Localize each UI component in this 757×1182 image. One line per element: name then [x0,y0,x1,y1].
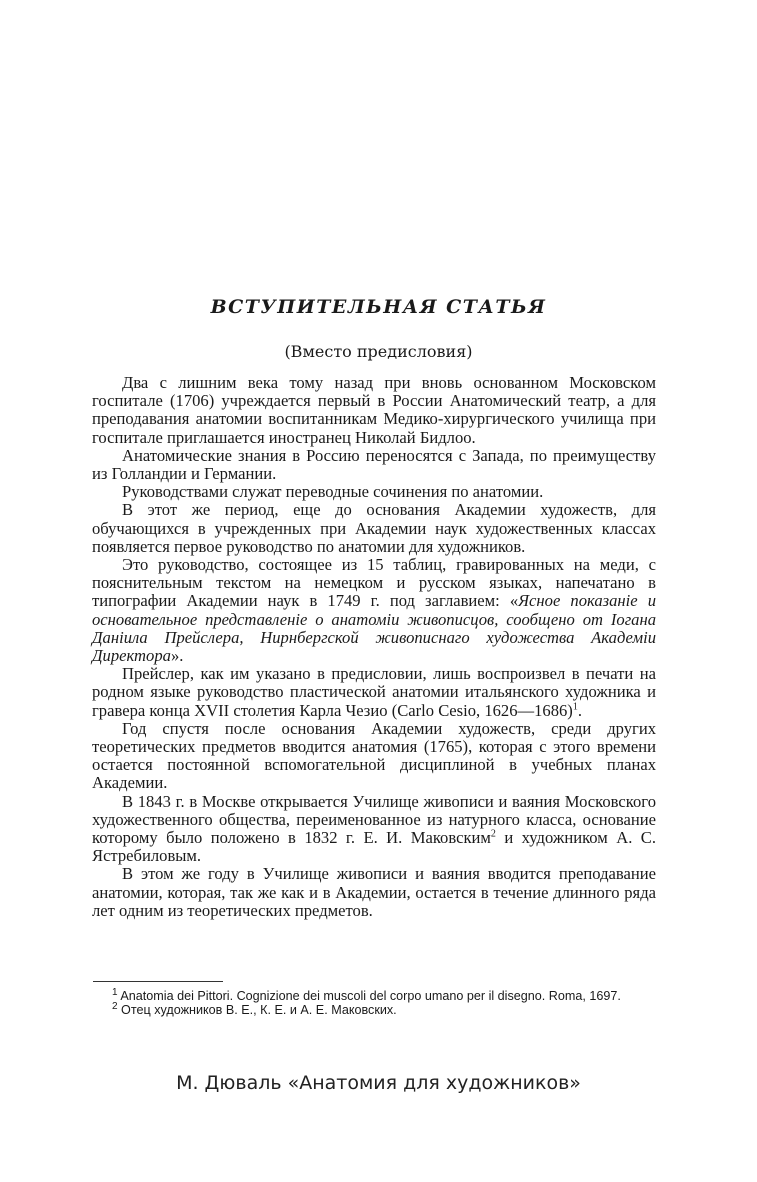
paragraph: Анатомические знания в Россию переносятся с Запада, по преимуществу из Голландии и Германии. [92,445,656,484]
footnote-text-1: Anatomia dei Pittori. Cognizione dei muscoli del corpo umano per il disegno. Roma, 1697. [117,989,621,1003]
footnote-2 [92,1003,656,1017]
paragraph-text: Прейслер, как им указано в предисловии, лишь воспроизвел в печати на родном языке руководство пластической анатомии итальянского художника и гравера конца XVII столетия Карла Чезио (Carlo Cesio, 1626—1686) [92,664,656,720]
paragraph-text-end: и художником А. С. Ястребиловым. [92,828,656,866]
paragraph-text: В 1843 г. в Москве открывается Училище живописи и ваяния Московского художественного общества, переименованное из натурного класса, основание которому было положено в 1832 г. Е. И. Маковским [92,791,656,848]
footnote-mark-1: 1 [112,986,118,998]
paragraph-text-end: . [577,700,582,720]
paragraph-text-end: ». [170,646,184,666]
footnote-text-2: Отец художников В. Е., К. Е. и А. Е. Маковских. [117,1003,397,1018]
footnote-ref-1: 1 [572,701,578,713]
footnotes [92,986,656,1018]
paragraph: В этом же году в Училище живописи и ваяния вводится преподавание анатомии, которая, так же как и в Академии, остается в течение длинного ряда лет одним из теоретических предметов. [92,864,656,920]
paragraph [92,665,656,720]
article-body [92,374,656,920]
paragraph: В этот же период, еще до основания Академии художеств, для обучающихся в учрежденных при Академии наук художественных классах появляется первое руководство по анатомии для художников. [92,500,656,556]
footnote-ref-2: 2 [490,828,496,840]
footnote-divider [93,981,223,982]
paragraph: Руководствами служат переводные сочинения по анатомии. [122,482,544,502]
book-title-italic: Ясное показаніе и основательное представленіе о анатоміи живописцов, сообщено от Іогана Даніила Прейслера, Нирнбергской живописнаго художества Академіи Директора [92,591,656,666]
paragraph [92,793,656,866]
paragraph-text: Это руководство, состоящее из 15 таблиц, гравированных на меди, с пояснительным текстом на немецком и русском языках, напечатано в типографии Академии наук в 1749 г. под заглавием: « [92,555,656,611]
footer-caption: М. Дюваль «Анатомия для художников» [176,1072,581,1094]
article-subtitle: (Вместо предисловия) [284,342,473,361]
paragraph [92,556,656,665]
paragraph: Два с лишним века тому назад при вновь основанном Московском госпитале (1706) учреждается первый в России Анатомический театр, а для преподавания анатомии воспитанникам Медико-хирургического училища при госпитале приглашается иностранец Николай Бидлоо. [92,373,656,447]
footnote-mark-2: 2 [112,1001,118,1013]
paragraph: Год спустя после основания Академии художеств, среди других теоретических предметов вводится анатомия (1765), которая с этого времени остается постоянной вспомогательной дисциплиной в учебных планах Академии. [92,718,656,793]
footnote-1 [92,986,656,1003]
article-title: ВСТУПИТЕЛЬНАЯ СТАТЬЯ [210,296,547,318]
